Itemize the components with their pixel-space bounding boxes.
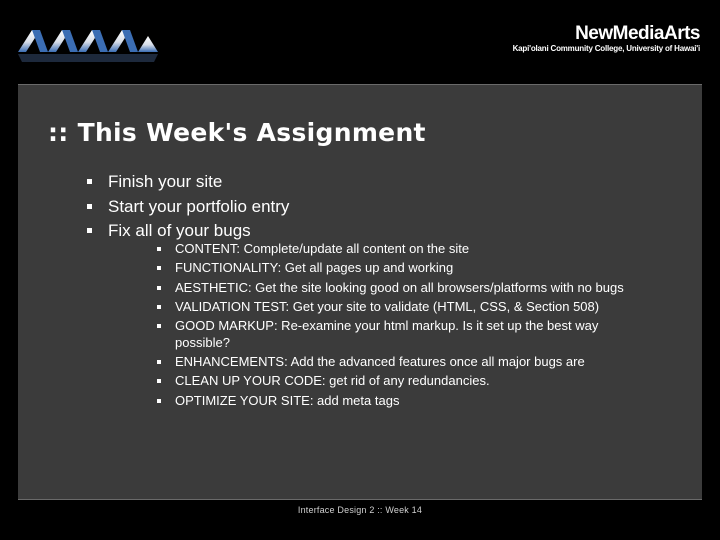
- sub-bullet-list: [155, 241, 640, 412]
- bullet-item: [85, 170, 685, 195]
- sub-bullet-item: [155, 354, 640, 371]
- bullet-list: [85, 170, 685, 244]
- sub-bullet-text: GOOD MARKUP: Re-examine your html markup. Is it set up the best way possible?: [175, 318, 599, 350]
- sub-bullet-text: CONTENT: Complete/update all content on the site: [175, 241, 470, 256]
- bullet-square-icon: [157, 360, 161, 364]
- bullet-square-icon: [87, 228, 92, 233]
- bullet-text: Fix all of your bugs: [108, 221, 251, 240]
- brand-name: NewMediaArts: [575, 23, 700, 44]
- sub-bullet-item: [155, 299, 640, 316]
- sub-bullet-text: VALIDATION TEST: Get your site to validate (HTML, CSS, & Section 508): [175, 298, 600, 314]
- slide-footer: Interface Design 2 :: Week 14: [297, 505, 423, 515]
- sub-bullet-item: [155, 393, 640, 410]
- bullet-square-icon: [157, 399, 161, 403]
- bullet-item: [85, 195, 685, 220]
- sub-bullet-text: AESTHETIC: Get the site looking good on all browsers/platforms with no bugs: [175, 279, 624, 295]
- bullet-item: [85, 219, 685, 244]
- bullet-text: Finish your site: [108, 172, 223, 191]
- sub-bullet-item: [155, 280, 640, 297]
- brand-header: [513, 24, 700, 54]
- bullet-square-icon: [157, 305, 161, 309]
- sub-bullet-text: FUNCTIONALITY: Get all pages up and working: [175, 260, 454, 276]
- bullet-square-icon: [87, 179, 92, 184]
- bullet-square-icon: [157, 324, 161, 328]
- brand-subtitle: Kapi'olani Community College, University of Hawai'i: [512, 44, 700, 53]
- sub-bullet-text: CLEAN UP YOUR CODE: get rid of any redundancies.: [175, 373, 490, 389]
- bullet-square-icon: [157, 379, 161, 383]
- sub-bullet-text: ENHANCEMENTS: Add the advanced features once all major bugs are: [175, 353, 585, 369]
- bullet-square-icon: [87, 204, 92, 209]
- sub-bullet-item: [155, 373, 640, 390]
- bullet-square-icon: [157, 266, 161, 270]
- bullet-square-icon: [157, 286, 161, 290]
- sub-bullet-item: [155, 260, 640, 277]
- bullet-square-icon: [157, 247, 161, 251]
- sub-bullet-item: [155, 241, 640, 258]
- nma-logo: [18, 24, 160, 70]
- sub-bullet-item: [155, 318, 640, 351]
- slide-title: :: This Week's Assignment: [48, 118, 426, 147]
- sub-bullet-text: OPTIMIZE YOUR SITE: add meta tags: [175, 392, 400, 408]
- bullet-text: Start your portfolio entry: [108, 196, 290, 216]
